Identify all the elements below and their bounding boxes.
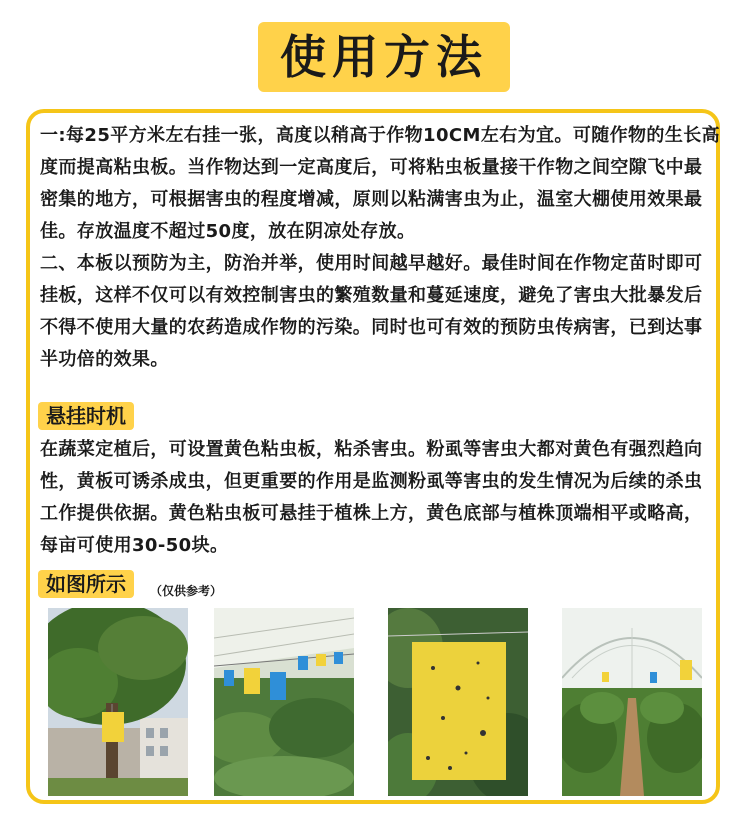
photo-yellow-trap-on-tree [48, 608, 188, 796]
examples-heading: 如图所示 [38, 570, 134, 598]
instruction-paragraph-2: 二、本板以预防为主，防治并举，使用时间越早越好。最佳时间在作物定苗时即可挂板，这样不仅可以有效控制害虫的繁殖数量和蔓延速度，避免了害虫大批暴发后不得不使用大量的农药造成作物的污染。同时也可有效的预防虫传病害，已到达事半功倍的效果。 [40, 253, 703, 370]
photo-yellow-blue-traps-in-greenhouse [214, 608, 354, 796]
photo-greenhouse-rows-with-traps [562, 608, 702, 796]
page-title: 使用方法 [258, 22, 510, 92]
reference-note: （仅供参考） [150, 584, 223, 598]
instruction-paragraph-1: 一:每25平方米左右挂一张，高度以稍高于作物10CM左右为宜。可随作物的生长高度而提高粘虫板。当作物达到一定高度后，可将粘虫板量接干作物之间空隙飞中最密集的地方，可根据害虫的程度增减，原则以粘满害虫为止，温室大棚使用效果最佳。存放温度不超过50度，放在阴凉处存放。 [40, 125, 721, 242]
timing-heading: 悬挂时机 [38, 402, 134, 430]
yellow-trap-card [102, 712, 124, 742]
timing-paragraph: 在蔬菜定植后，可设置黄色粘虫板，粘杀害虫。粉虱等害虫大都对黄色有强烈趋向性，黄板可诱杀成虫，但更重要的作用是监测粉虱等害虫的发生情况为后续的杀虫工作提供依据。黄色粘虫板可悬挂于植株上方，黄色底部与植株顶端相平或略高，每亩可使用30-50块。 [40, 439, 703, 556]
photo-yellow-trap-closeup [388, 608, 528, 796]
